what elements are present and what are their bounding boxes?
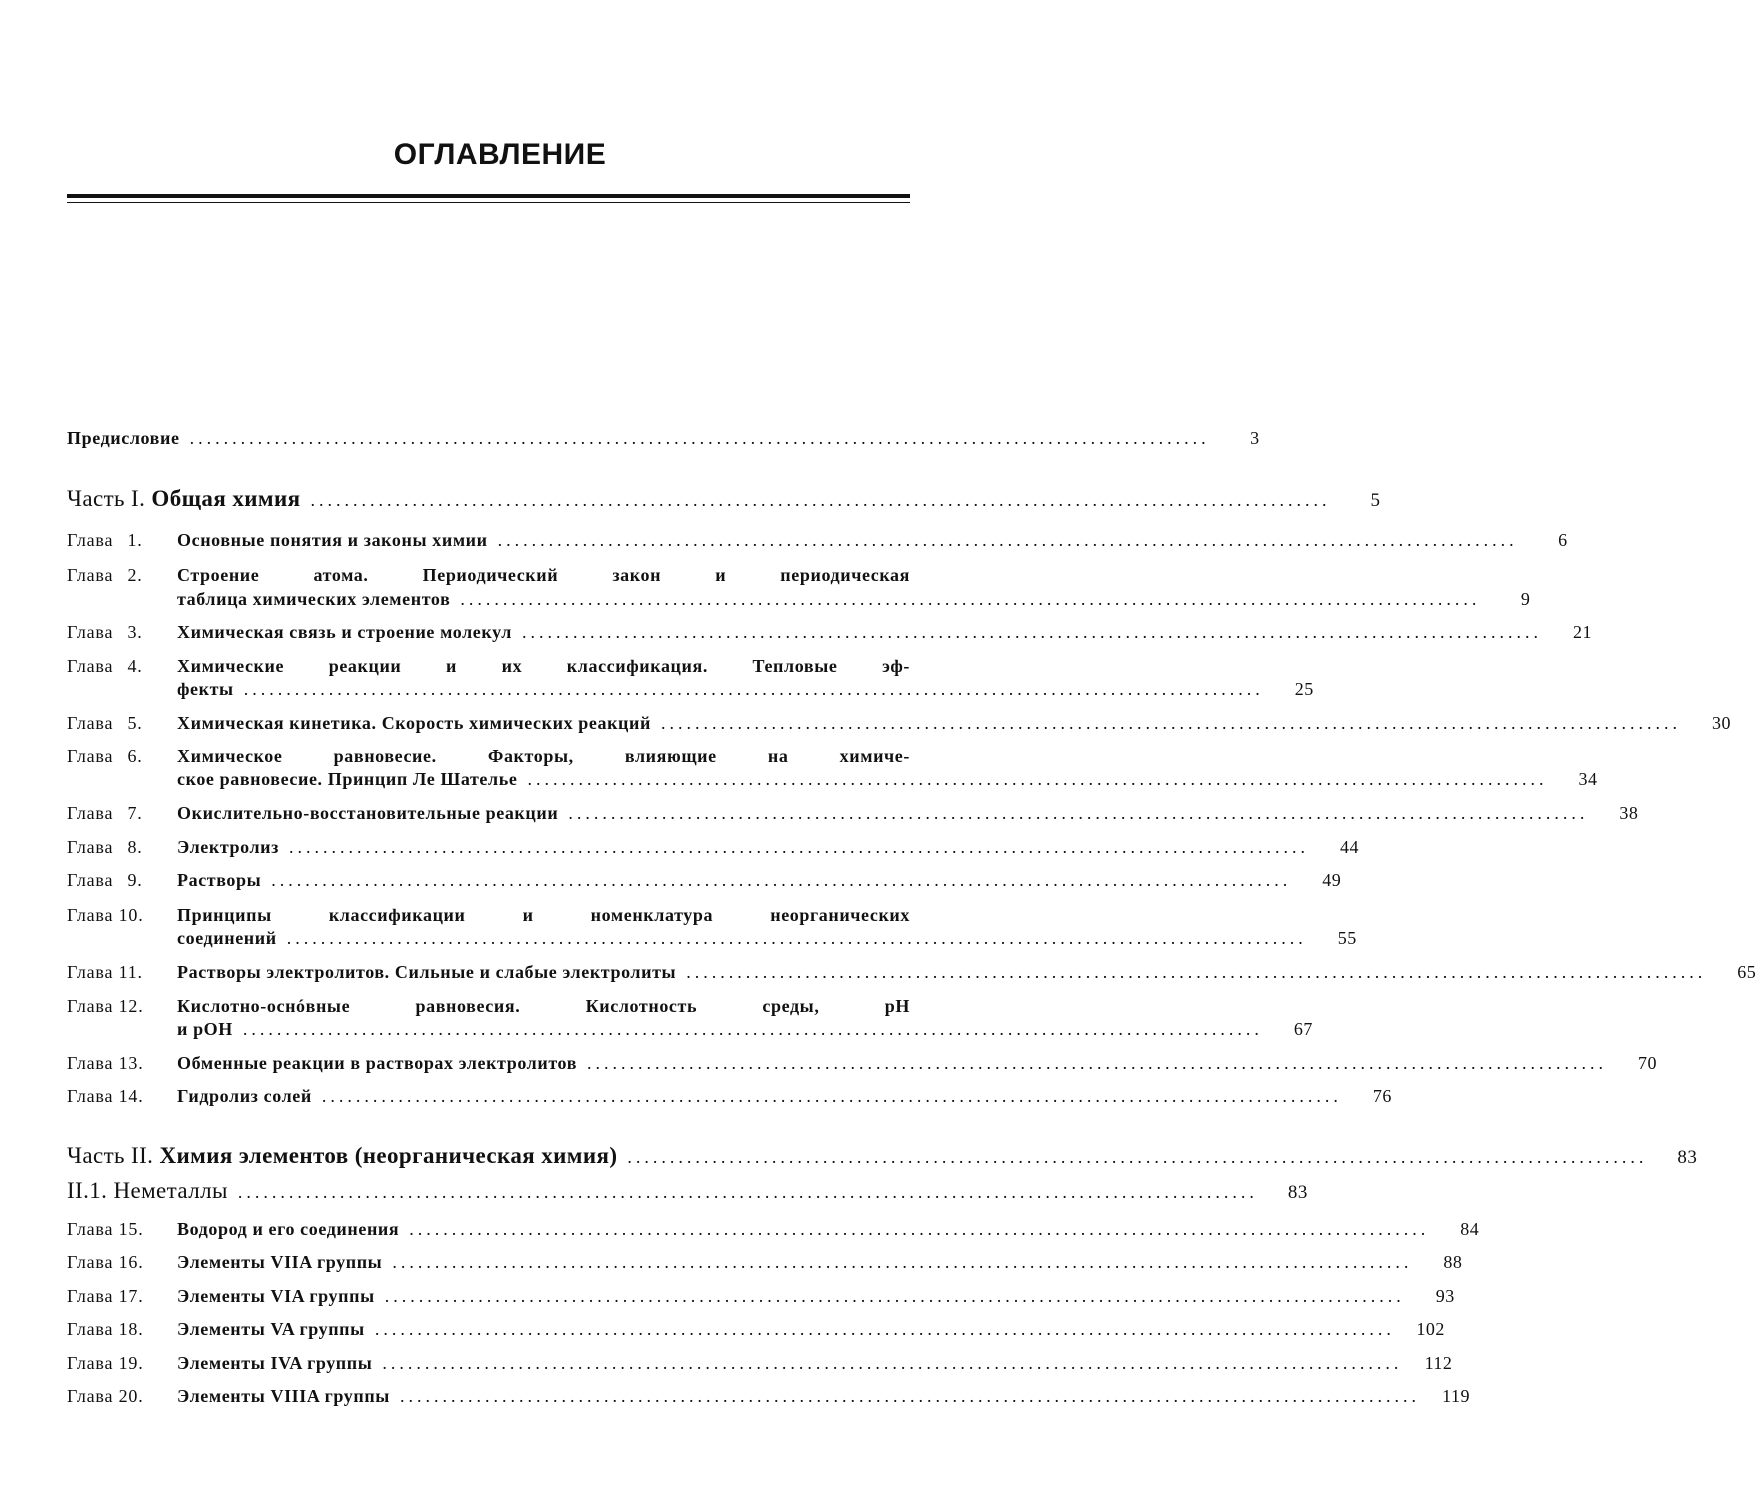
toc-chapter-10[interactable] <box>67 905 910 929</box>
leader-dots: ........................................................................................................................ <box>497 530 1518 550</box>
leader-dots: ........................................................................................................................ <box>237 1182 1258 1202</box>
toc-part-2[interactable] <box>67 1143 1698 1173</box>
chapter-title: Химические реакции и их классификация. Тепловые эф- <box>177 656 910 676</box>
toc-chapter-6[interactable] <box>67 746 910 770</box>
leader-dots: ........................................................................................................................ <box>382 1353 1403 1373</box>
toc-chapter-17[interactable] <box>67 1286 1455 1310</box>
leader-dots: ........................................................................................................................ <box>271 870 1292 890</box>
toc-section-label: II.1. <box>67 1178 108 1203</box>
toc-chapter-19[interactable] <box>67 1353 1453 1377</box>
chapter-label: Глава 17. <box>67 1286 144 1306</box>
chapter-title: Элементы VIIIA группы <box>177 1386 390 1406</box>
chapter-label: Глава 6. <box>67 746 143 766</box>
leader-dots: ........................................................................................................................ <box>374 1319 1395 1339</box>
chapter-label: Глава 13. <box>67 1053 144 1073</box>
toc-section-heading <box>67 1178 228 1204</box>
chapter-title: Кислотно-оснóвные равновесия. Кислотность среды, pH <box>177 996 910 1016</box>
toc-chapter-7[interactable] <box>67 803 1639 827</box>
toc-page-number: 88 <box>1443 1252 1463 1272</box>
chapter-label: Глава 1. <box>67 530 143 550</box>
toc-chapter-3[interactable] <box>67 622 1592 646</box>
toc-part-heading <box>67 1143 617 1169</box>
toc-page-number: 3 <box>1250 428 1260 448</box>
leader-dots: ........................................................................................................................ <box>286 928 1307 948</box>
chapter-label: Глава 8. <box>67 837 143 857</box>
leader-dots: ........................................................................................................................ <box>527 769 1548 789</box>
toc-chapter-12[interactable] <box>67 996 910 1020</box>
chapter-title: Элементы VA группы <box>177 1319 365 1339</box>
toc-part-1[interactable] <box>67 486 1381 516</box>
title-rule-thin <box>67 202 910 203</box>
chapter-title: Химическая кинетика. Скорость химических реакций <box>177 713 651 733</box>
chapter-title: Растворы электролитов. Сильные и слабые электролиты <box>177 962 677 982</box>
chapter-title: Гидролиз солей <box>177 1086 312 1106</box>
chapter-label: Глава 14. <box>67 1086 144 1106</box>
leader-dots: ........................................................................................................................ <box>399 1386 1420 1406</box>
toc-chapter-13[interactable] <box>67 1053 1658 1077</box>
leader-dots: ........................................................................................................................ <box>460 589 1481 609</box>
toc-page-number: 84 <box>1460 1219 1480 1239</box>
toc-page-number: 93 <box>1435 1286 1455 1306</box>
chapter-title: Химическая связь и строение молекул <box>177 622 512 642</box>
toc-part-label: Часть II. <box>67 1143 154 1168</box>
toc-page-number: 102 <box>1416 1319 1445 1339</box>
toc-chapter-20[interactable] <box>67 1386 1470 1410</box>
toc-page-number: 30 <box>1711 713 1731 733</box>
toc-page-number: 70 <box>1638 1053 1658 1073</box>
toc-chapter-16[interactable] <box>67 1252 1463 1276</box>
toc-page-number: 21 <box>1572 622 1592 642</box>
toc-chapter-4[interactable] <box>67 656 910 680</box>
toc-page-number: 6 <box>1558 530 1568 550</box>
chapter-label: Глава 11. <box>67 962 143 982</box>
chapter-label: Глава 15. <box>67 1219 144 1239</box>
leader-dots: ........................................................................................................................ <box>321 1086 1342 1106</box>
chapter-title: Принципы классификации и номенклатура неорганических <box>177 905 910 925</box>
toc-chapter-10-cont[interactable] <box>177 928 1357 952</box>
toc-page-number: 9 <box>1520 589 1531 609</box>
leader-dots: ........................................................................................................................ <box>242 1019 1263 1039</box>
leader-dots: ........................................................................................................................ <box>243 679 1264 699</box>
chapter-label: Глава 5. <box>67 713 143 733</box>
toc-section-title: Неметаллы <box>113 1178 228 1203</box>
chapter-title: Элементы VIA группы <box>177 1286 375 1306</box>
toc-chapter-6-cont[interactable] <box>177 769 1598 793</box>
page-title: ОГЛАВЛЕНИЕ <box>393 138 607 171</box>
leader-dots: ........................................................................................................................ <box>587 1053 1608 1073</box>
chapter-title: Водород и его соединения <box>177 1219 400 1239</box>
chapter-title: Растворы <box>177 870 262 890</box>
chapter-title-cont: фекты <box>177 679 234 699</box>
toc-page-number: 83 <box>1677 1147 1698 1168</box>
toc-preface[interactable] <box>67 428 1260 452</box>
toc-page-number: 65 <box>1737 962 1756 982</box>
chapter-title-cont: таблица химических элементов <box>177 589 451 609</box>
leader-dots: ........................................................................................................................ <box>686 962 1707 982</box>
chapter-title: Элементы IVA группы <box>177 1353 373 1373</box>
chapter-label: Глава 10. <box>67 905 144 925</box>
leader-dots: ........................................................................................................................ <box>409 1219 1430 1239</box>
leader-dots: ........................................................................................................................ <box>627 1147 1648 1167</box>
toc-part-heading <box>67 486 300 512</box>
chapter-title: Электролиз <box>177 837 279 857</box>
toc-chapter-15[interactable] <box>67 1219 1480 1243</box>
toc-page-number: 83 <box>1287 1182 1308 1203</box>
leader-dots: ........................................................................................................................ <box>660 713 1681 733</box>
chapter-label: Глава 4. <box>67 656 143 676</box>
chapter-label: Глава 16. <box>67 1252 144 1272</box>
leader-dots: ........................................................................................................................ <box>310 490 1331 510</box>
toc-chapter-18[interactable] <box>67 1319 1445 1343</box>
toc-page-number: 55 <box>1337 928 1357 948</box>
chapter-label: Глава 19. <box>67 1353 144 1373</box>
leader-dots: ........................................................................................................................ <box>384 1286 1405 1306</box>
toc-chapter-5[interactable] <box>67 713 1731 737</box>
toc-part-title: Общая химия <box>151 486 301 511</box>
leader-dots: ........................................................................................................................ <box>521 622 1542 642</box>
toc-page-number: 38 <box>1619 803 1639 823</box>
chapter-title: Окислительно-восстановительные реакции <box>177 803 559 823</box>
chapter-title: Химическое равновесие. Факторы, влияющие на химиче- <box>177 746 910 766</box>
toc-page-number: 49 <box>1322 870 1342 890</box>
toc-page-number: 25 <box>1294 679 1314 699</box>
toc-section-2-1[interactable] <box>67 1178 1308 1208</box>
toc-chapter-14[interactable] <box>67 1086 1392 1110</box>
title-rule-thick <box>67 194 910 198</box>
chapter-title: Элементы VIIA группы <box>177 1252 383 1272</box>
toc-page-number: 119 <box>1442 1386 1470 1406</box>
toc-part-title: Химия элементов (неорганическая химия) <box>159 1143 618 1168</box>
toc-chapter-11[interactable] <box>67 962 1756 986</box>
toc-page-number: 34 <box>1578 769 1598 789</box>
toc-chapter-12-cont[interactable] <box>177 1019 1313 1043</box>
toc-chapter-2-cont[interactable] <box>177 589 1531 613</box>
leader-dots: ........................................................................................................................ <box>189 428 1210 448</box>
leader-dots: ........................................................................................................................ <box>288 837 1309 857</box>
toc-page-number: 67 <box>1293 1019 1313 1039</box>
toc-chapter-1[interactable] <box>67 530 1568 554</box>
chapter-title-cont: соединений <box>177 928 277 948</box>
chapter-title: Строение атома. Периодический закон и периодическая <box>177 565 910 585</box>
toc-part-label: Часть I. <box>67 486 146 511</box>
toc-chapter-8[interactable] <box>67 837 1359 861</box>
toc-page-number: 76 <box>1372 1086 1392 1106</box>
chapter-label: Глава 20. <box>67 1386 144 1406</box>
leader-dots: ........................................................................................................................ <box>568 803 1589 823</box>
toc-page-number: 5 <box>1370 490 1381 511</box>
toc-page-number: 44 <box>1339 837 1359 857</box>
chapter-label: Глава 12. <box>67 996 144 1016</box>
chapter-label: Глава 3. <box>67 622 143 642</box>
toc-entry-title: Предисловие <box>67 428 180 448</box>
leader-dots: ........................................................................................................................ <box>392 1252 1413 1272</box>
chapter-label: Глава 9. <box>67 870 143 890</box>
chapter-title-cont: ское равновесие. Принцип Ле Шателье <box>177 769 518 789</box>
toc-chapter-2[interactable] <box>67 565 910 589</box>
toc-chapter-4-cont[interactable] <box>177 679 1314 703</box>
chapter-label: Глава 2. <box>67 565 143 585</box>
toc-chapter-9[interactable] <box>67 870 1342 894</box>
chapter-title: Обменные реакции в растворах электролитов <box>177 1053 578 1073</box>
chapter-title-cont: и pOH <box>177 1019 233 1039</box>
chapter-label: Глава 7. <box>67 803 143 823</box>
chapter-title: Основные понятия и законы химии <box>177 530 488 550</box>
chapter-label: Глава 18. <box>67 1319 144 1339</box>
toc-page-number: 112 <box>1424 1353 1453 1373</box>
